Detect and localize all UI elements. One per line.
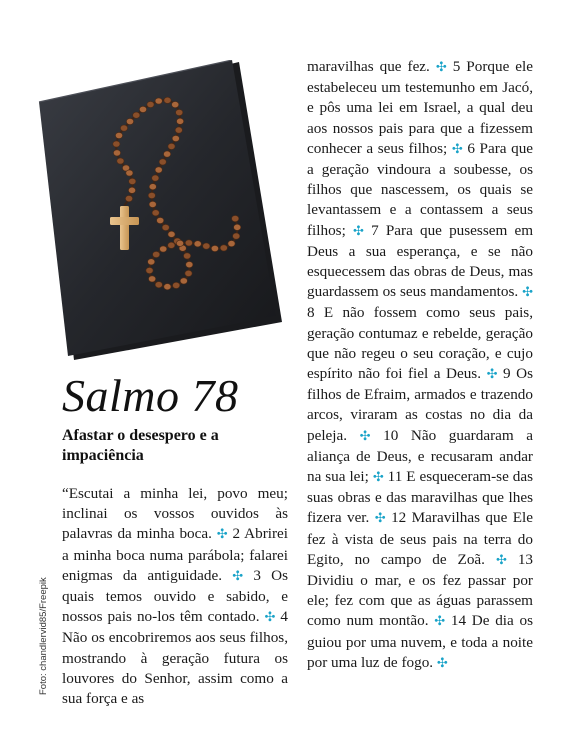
verse-text: 7 Para que pusessem em Deus a sua esperança, e se não esquecessem das obras de Deus, mas guardassem os seus mandamentos. bbox=[307, 221, 534, 301]
rosary-bead bbox=[168, 242, 175, 248]
verse-cross-icon: ✣ bbox=[374, 511, 386, 527]
rosary-bead bbox=[155, 282, 162, 288]
rosary-bead bbox=[133, 112, 140, 118]
verse-text: 5 Porque ele estabeleceu um testemunho em Jacó, e pôs uma lei em Israel, a qual deu aos nossos pais para que a fizessem conhecer a seus filhos; bbox=[307, 58, 534, 157]
rosary-bead bbox=[139, 106, 146, 112]
rosary-bead bbox=[129, 178, 136, 184]
verse-cross-icon: ✣ bbox=[486, 367, 498, 383]
page-title: Salmo 78 bbox=[62, 370, 239, 421]
rosary-bead bbox=[168, 231, 175, 237]
rosary-bead bbox=[234, 224, 241, 230]
rosary-bead bbox=[164, 151, 171, 157]
rosary-bead bbox=[194, 241, 201, 247]
verse-text: 11 E esqueceram-se das suas obras e das maravilhas que lhes fizera ver. bbox=[307, 468, 534, 527]
verse-cross-icon: ✣ bbox=[353, 223, 364, 239]
rosary-bead bbox=[185, 240, 192, 246]
rosary-bead bbox=[186, 262, 193, 268]
rosary-bead bbox=[128, 187, 135, 193]
verse-cross-icon: ✣ bbox=[359, 428, 371, 444]
rosary-bead bbox=[176, 240, 183, 246]
rosary-bead bbox=[164, 284, 171, 290]
psalm-text-right-column bbox=[307, 57, 533, 674]
rosary-bead bbox=[149, 201, 156, 207]
rosary-bead bbox=[180, 278, 187, 284]
rosary-bead bbox=[147, 101, 154, 107]
verse-cross-icon: ✣ bbox=[451, 141, 463, 157]
rosary-bead bbox=[148, 192, 155, 198]
rosary-bead bbox=[232, 216, 239, 222]
rosary-bead bbox=[117, 158, 124, 164]
rosary-bead bbox=[157, 217, 164, 223]
bible-rosary-photo bbox=[34, 60, 286, 360]
verse-text: 10 Não guardaram a aliança de Deus, e recusaram andar na sua lei; bbox=[307, 426, 534, 486]
rosary-bead bbox=[155, 98, 162, 104]
verse-text: 4 Não os encobriremos aos seus filhos, mostrando à geração futura os louvores do Senhor, assim como a sua força e as bbox=[62, 608, 288, 708]
verse-cross-icon: ✣ bbox=[434, 614, 446, 630]
rosary-bead bbox=[160, 246, 167, 252]
rosary-bead bbox=[153, 251, 160, 257]
verse-text: maravilhas que fez. bbox=[307, 58, 430, 75]
verse-cross-icon: ✣ bbox=[216, 527, 228, 543]
rosary-bead bbox=[125, 196, 132, 202]
photo-credit: Foto: chandlervid85/Freepik bbox=[38, 577, 49, 695]
rosary-bead bbox=[184, 253, 191, 259]
verse-cross-icon: ✣ bbox=[435, 60, 447, 75]
rosary-bead bbox=[175, 127, 182, 133]
rosary-bead bbox=[203, 243, 210, 249]
verse-text: 14 De dia os guiou por uma nuvem, e toda a noite por uma luz de fogo. bbox=[307, 612, 533, 671]
rosary-bead bbox=[155, 167, 162, 173]
rosary-bead bbox=[173, 282, 180, 288]
rosary-bead bbox=[120, 125, 127, 131]
verse-text: “Escutai a minha lei, povo meu; inclinai os vossos ouvidos às palavras da minha boca. bbox=[62, 485, 288, 543]
verse-cross-icon: ✣ bbox=[522, 285, 534, 301]
verse-text: 6 Para que a geração vindoura a soubesse, os filhos que nascessem, os quais se levantassem e a contassem a seus filhos; bbox=[307, 139, 534, 239]
rosary-bead bbox=[149, 276, 156, 282]
psalm-text-left-column bbox=[62, 484, 288, 709]
rosary-bead bbox=[115, 132, 122, 138]
verse-cross-icon: ✣ bbox=[232, 568, 244, 584]
rosary-bead bbox=[152, 210, 159, 216]
verse-text: 3 Os quais temos ouvido e sabido, e nossos pais no-los têm contado. bbox=[62, 566, 288, 626]
rosary-bead bbox=[185, 270, 192, 276]
page-subtitle: Afastar o desespero e a impaciência bbox=[62, 427, 219, 464]
rosary-bead bbox=[126, 118, 133, 124]
verse-cross-icon: ✣ bbox=[436, 655, 448, 671]
rosary-bead bbox=[168, 143, 175, 149]
verse-text: 2 Abrirei a minha boca numa parábola; falarei enigmas da antiguidade. bbox=[62, 525, 289, 584]
verse-cross-icon: ✣ bbox=[495, 552, 507, 568]
verse-cross-icon: ✣ bbox=[264, 610, 276, 626]
rosary-bead bbox=[126, 170, 133, 176]
rosary-bead bbox=[211, 245, 218, 251]
rosary-bead bbox=[159, 159, 166, 165]
rosary-bead bbox=[148, 259, 155, 265]
verse-cross-icon: ✣ bbox=[372, 470, 384, 486]
verse-text: 12 Maravilhas que Ele fez à vista de seus pais na terra do Egito, no campo de Zoã. bbox=[307, 509, 533, 568]
rosary-bead bbox=[146, 267, 153, 273]
rosary-bead bbox=[113, 141, 120, 147]
rosary-bead bbox=[152, 175, 159, 181]
rosary-bead bbox=[233, 233, 240, 239]
rosary-bead bbox=[162, 224, 169, 230]
rosary-bead bbox=[220, 245, 227, 251]
verse-text: 13 Dividiu o mar, e os fez passar por ele; fez com que as águas parassem como num montão. bbox=[307, 550, 533, 630]
rosary-bead bbox=[176, 109, 183, 115]
rosary-bead bbox=[172, 135, 179, 141]
rosary-bead bbox=[164, 97, 171, 103]
verse-text: 8 E não fossem como seus pais, geração contumaz e rebelde, geração que não regeu o seu coração, e cujo espírito não foi fiel a Deus. bbox=[307, 304, 533, 383]
rosary-bead bbox=[228, 241, 235, 247]
rosary-bead bbox=[177, 118, 184, 124]
rosary-bead bbox=[113, 150, 120, 156]
rosary-bead bbox=[149, 184, 156, 190]
verse-text: 9 Os filhos de Efraim, armados e trazendo arcos, viraram as costas no dia da peleja. bbox=[307, 365, 534, 444]
rosary-bead bbox=[172, 102, 179, 108]
